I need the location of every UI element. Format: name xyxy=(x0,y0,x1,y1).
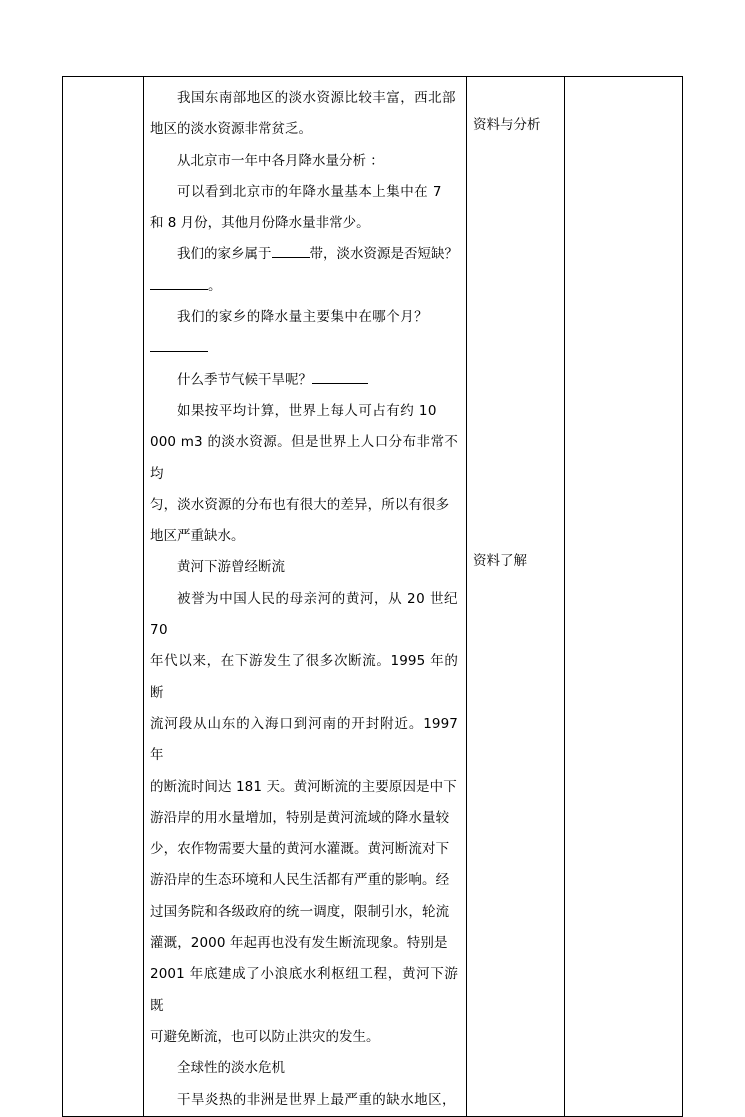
text-line: 的断流时间达 181 天。黄河断流的主要原因是中下 xyxy=(150,778,457,795)
text-line: 少，农作物需要大量的黄河水灌溉。黄河断流对下 xyxy=(150,841,450,858)
text-fragment: 我们的家乡属于 xyxy=(177,246,272,263)
text-line: 我国东南部地区的淡水资源比较丰富，西北部 xyxy=(177,90,456,106)
side-note: 资料了解 xyxy=(473,553,527,569)
question-line xyxy=(150,365,458,396)
text-line: 游沿岸的生态环境和人民生活都有严重的影响。经 xyxy=(150,872,450,889)
text-line: 2001 年底建成了小浪底水利枢纽工程，黄河下游既 xyxy=(150,966,459,1014)
text-line: 如果按平均计算，世界上每人可占有约 10 xyxy=(177,402,437,419)
question-line xyxy=(150,239,458,270)
text-line: 游沿岸的用水量增加，特别是黄河流域的降水量较 xyxy=(150,809,450,826)
table-cell-notes xyxy=(467,77,565,1117)
text-fragment: 带，淡水资源是否短缺？ xyxy=(309,246,458,263)
table-row xyxy=(63,77,683,1117)
text-line: 可避免断流，也可以防止洪灾的发生。 xyxy=(150,1028,380,1045)
text-line: 和 8 月份，其他月份降水量非常少。 xyxy=(150,215,370,232)
text-line: 过国务院和各级政府的统一调度，限制引水，轮流 xyxy=(150,903,450,920)
text-fragment: 。 xyxy=(208,277,222,294)
text-line: 000 m3 的淡水资源。但是世界上人口分布非常不均 xyxy=(150,434,458,482)
text-line: 干旱炎热的非洲是世界上最严重的缺水地区， xyxy=(177,1091,456,1108)
fill-blank xyxy=(272,242,310,258)
answer-line xyxy=(150,271,458,302)
content-text xyxy=(144,77,466,1116)
text-line: 地区的淡水资源非常贫乏。 xyxy=(150,121,312,138)
fill-blank xyxy=(150,336,208,352)
table-cell-content xyxy=(144,77,467,1117)
fill-blank xyxy=(312,368,368,384)
text-line: 被誉为中国人民的母亲河的黄河，从 20 世纪 70 xyxy=(150,590,458,639)
text-line: 黄河下游曾经断流 xyxy=(177,559,285,576)
lesson-table xyxy=(62,76,683,1117)
text-line: 年代以来，在下游发生了很多次断流。1995 年的断 xyxy=(150,653,458,701)
text-line: 从北京市一年中各月降水量分析 ： xyxy=(177,152,384,169)
answer-line xyxy=(150,333,458,364)
text-line: 全球性的淡水危机 xyxy=(177,1060,285,1077)
fill-blank xyxy=(150,274,208,290)
text-line: 流河段从山东的入海口到河南的开封附近。1997 年 xyxy=(150,715,458,764)
text-line: 我们的家乡的降水量主要集中在哪个月？ xyxy=(177,309,429,326)
text-line: 匀，淡水资源的分布也有很大的差异，所以有很多 xyxy=(150,496,450,513)
table-cell-right xyxy=(565,77,683,1117)
text-fragment: 什么季节气候干旱呢？ xyxy=(177,371,312,388)
side-note: 资料与分析 xyxy=(473,117,541,133)
text-line: 地区严重缺水。 xyxy=(150,528,245,545)
text-line: 可以看到北京市的年降水量基本上集中在 7 xyxy=(177,183,442,200)
table-cell-left xyxy=(63,77,144,1117)
text-line: 灌溉，2000 年起再也没有发生断流现象。特别是 xyxy=(150,935,448,952)
